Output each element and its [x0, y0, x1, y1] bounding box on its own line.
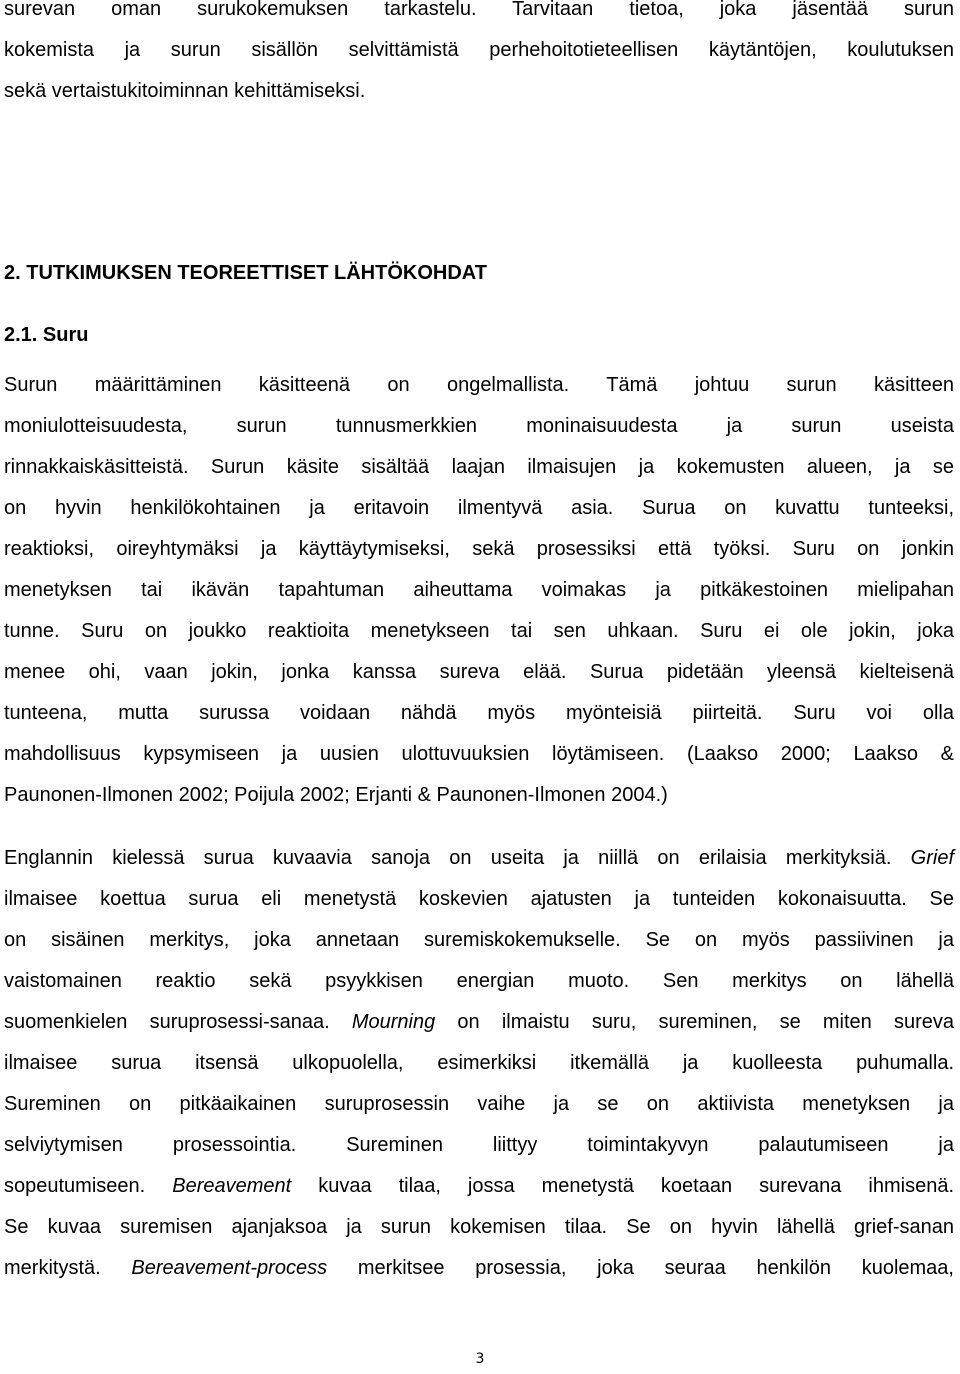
p2-line-3: on sisäinen merkitys, joka annetaan suremiskokemukselle. Se on myös passiivinen ja	[4, 929, 954, 951]
p2-line-4: vaistomainen reaktio sekä psyykkisen energian muoto. Sen merkitys on lähellä	[4, 970, 954, 992]
term-bereavement-process: Bereavement-process	[131, 1257, 328, 1279]
p1-line-11: Paunonen-Ilmonen 2002; Poijula 2002; Erjanti & Paunonen-Ilmonen 2004.)	[4, 784, 668, 806]
p2-line-5-text-b: on ilmaistu suru, sureminen, se miten sureva	[435, 1011, 954, 1033]
intro-line-2: kokemista ja surun sisällön selvittämistä perhehoitotieteellisen käytäntöjen, koulutuksen	[4, 39, 954, 61]
page-number: 3	[475, 1351, 485, 1367]
p2-line-6: ilmaisee surua itsensä ulkopuolella, esimerkiksi itkemällä ja kuolleesta puhumalla.	[4, 1052, 954, 1074]
p1-line-8: menee ohi, vaan jokin, jonka kanssa sureva elää. Surua pidetään yleensä kielteisenä	[4, 661, 954, 683]
p1-line-6: menetyksen tai ikävän tapahtuman aiheuttama voimakas ja pitkäkestoinen mielipahan	[4, 579, 954, 601]
term-grief: Grief	[910, 847, 954, 869]
p2-line-9-text-b: kuvaa tilaa, jossa menetystä koetaan surevana ihmisenä.	[291, 1175, 954, 1197]
p2-line-5	[4, 1002, 954, 1043]
subsection-heading: 2.1. Suru	[4, 324, 89, 346]
term-mourning: Mourning	[351, 1011, 436, 1033]
p1-line-5: reaktioksi, oireyhtymäksi ja käyttäytymiseksi, sekä prosessiksi että työksi. Suru on jonkin	[4, 538, 954, 560]
p1-line-2: moniulotteisuudesta, surun tunnusmerkkien moninaisuudesta ja surun useista	[4, 415, 954, 437]
p2-line-1-text: Englannin kielessä surua kuvaavia sanoja on useita ja niillä on erilaisia merkityksiä.	[4, 847, 911, 869]
p2-line-8: selviytymisen prosessointia. Sureminen liittyy toimintakyvyn palautumiseen ja	[4, 1134, 954, 1156]
p2-line-1	[4, 838, 954, 879]
intro-line-3: sekä vertaistukitoiminnan kehittämiseksi.	[4, 80, 366, 102]
p1-line-3: rinnakkaiskäsitteistä. Surun käsite sisältää laajan ilmaisujen ja kokemusten alueen, ja se	[4, 456, 954, 478]
p2-line-5-text-a: suomenkielen suruprosessi-sanaa.	[4, 1011, 352, 1033]
p1-line-7: tunne. Suru on joukko reaktioita menetykseen tai sen uhkaan. Suru ei ole jokin, joka	[4, 620, 954, 642]
intro-line-1: surevan oman surukokemuksen tarkastelu. Tarvitaan tietoa, joka jäsentää surun	[4, 0, 954, 20]
intro-paragraph	[4, 0, 954, 112]
p2-line-2: ilmaisee koettua surua eli menetystä koskevien ajatusten ja tunteiden kokonaisuutta. Se	[4, 888, 954, 910]
p1-line-10: mahdollisuus kypsymiseen ja uusien ulottuvuuksien löytämiseen. (Laakso 2000; Laakso &	[4, 743, 954, 765]
term-bereavement: Bereavement	[172, 1175, 292, 1197]
p1-line-4: on hyvin henkilökohtainen ja eritavoin ilmentyvä asia. Surua on kuvattu tunteeksi,	[4, 497, 954, 519]
p2-line-10: Se kuvaa suremisen ajanjaksoa ja surun kokemisen tilaa. Se on hyvin lähellä grief-sanan	[4, 1216, 954, 1238]
paragraph-surun-maarittaminen	[4, 365, 954, 816]
section-heading: 2. TUTKIMUKSEN TEOREETTISET LÄHTÖKOHDAT	[4, 262, 487, 284]
p2-line-7: Sureminen on pitkäaikainen suruprosessin vaihe ja se on aktiivista menetyksen ja	[4, 1093, 954, 1115]
p2-line-9	[4, 1166, 954, 1207]
p2-line-11-text-a: merkitystä.	[4, 1257, 132, 1279]
p2-line-9-text-a: sopeutumiseen.	[4, 1175, 173, 1197]
p1-line-9: tunteena, mutta surussa voidaan nähdä myös myönteisiä piirteitä. Suru voi olla	[4, 702, 954, 724]
paragraph-englannin-kieli	[4, 838, 954, 1289]
p2-line-11	[4, 1248, 954, 1289]
p1-line-1: Surun määrittäminen käsitteenä on ongelmallista. Tämä johtuu surun käsitteen	[4, 374, 954, 396]
p2-line-11-text-b: merkitsee prosessia, joka seuraa henkilön kuolemaa,	[327, 1257, 954, 1279]
